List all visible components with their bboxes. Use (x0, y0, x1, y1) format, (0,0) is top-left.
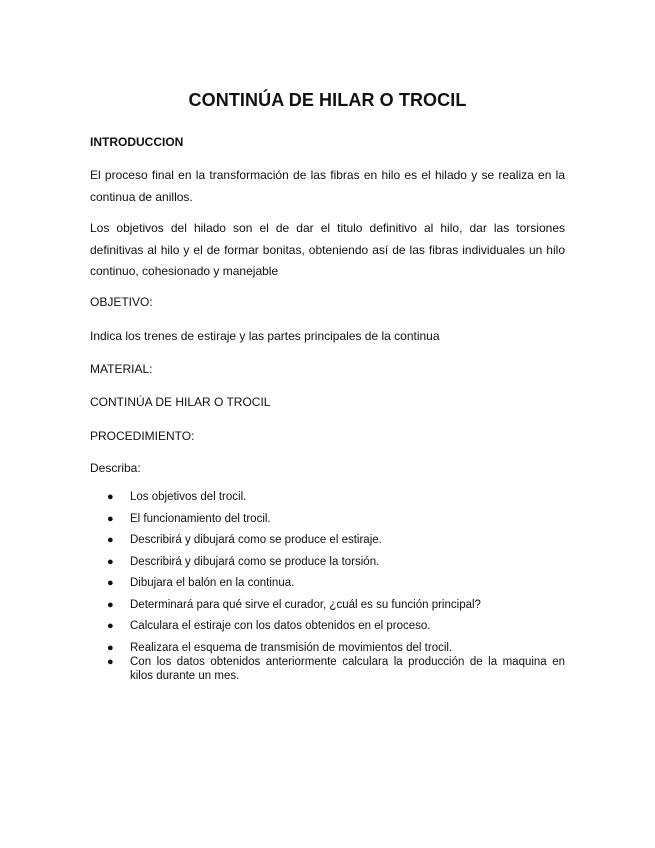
list-item (90, 619, 565, 633)
list-item (90, 555, 565, 569)
bullet-icon: ● (107, 555, 114, 568)
list-item (90, 533, 565, 547)
bullet-icon: ● (107, 577, 114, 589)
document-title: CONTINÚA DE HILAR O TROCIL (188, 90, 467, 110)
list-item-text: Con los datos obtenidos anteriormente calculara la producción de la maquina en kilos durante un mes. (130, 655, 565, 682)
list-item (90, 655, 565, 683)
bullet-icon: ● (107, 534, 114, 546)
material-text: CONTINÚA DE HILAR O TROCIL (90, 395, 271, 409)
list-item-text: Los objetivos del trocil. (130, 491, 247, 503)
intro-paragraph-1: El proceso final en la transformación de las fibras en hilo es el hilado y se realiza en la continua de anillos. (90, 168, 565, 204)
bullet-icon: ● (107, 598, 114, 611)
list-item-text: Calculara el estiraje con los datos obtenidos en el proceso. (130, 620, 431, 632)
list-item (90, 512, 565, 526)
list-item-text: Describirá y dibujará como se produce la torsión. (130, 555, 380, 568)
material-label: MATERIAL: (90, 362, 153, 376)
list-item (90, 490, 565, 504)
procedure-list (90, 490, 565, 683)
objetivo-text: Indica los trenes de estiraje y las partes principales de la continua (90, 329, 440, 343)
bullet-icon: ● (107, 655, 114, 668)
bullet-icon: ● (107, 512, 114, 525)
intro-paragraph-2: Los objetivos del hilado son el de dar el titulo definitivo al hilo, dar las torsiones definitivas al hilo y el de formar bonitas, obteniendo así de las fibras individuales un hilo continuo, cohesionado y manejable (90, 221, 565, 278)
bullet-icon: ● (107, 620, 114, 632)
objetivo-label: OBJETIVO: (90, 295, 153, 309)
bullet-icon: ● (107, 641, 114, 654)
list-item-text: El funcionamiento del trocil. (130, 512, 271, 525)
list-item (90, 641, 565, 655)
list-item-text: Dibujara el balón en la continua. (130, 577, 295, 589)
describa-label: Describa: (90, 461, 141, 475)
bullet-icon: ● (107, 491, 114, 503)
list-item (90, 598, 565, 612)
list-item-text: Determinará para qué sirve el curador, ¿cuál es su función principal? (130, 598, 481, 611)
intro-heading: INTRODUCCION (90, 135, 184, 149)
list-item-text: Realizara el esquema de transmisión de movimientos del trocil. (130, 641, 453, 654)
procedimiento-label: PROCEDIMIENTO: (90, 429, 195, 443)
list-item (90, 576, 565, 590)
list-item-text: Describirá y dibujará como se produce el estiraje. (130, 534, 382, 546)
